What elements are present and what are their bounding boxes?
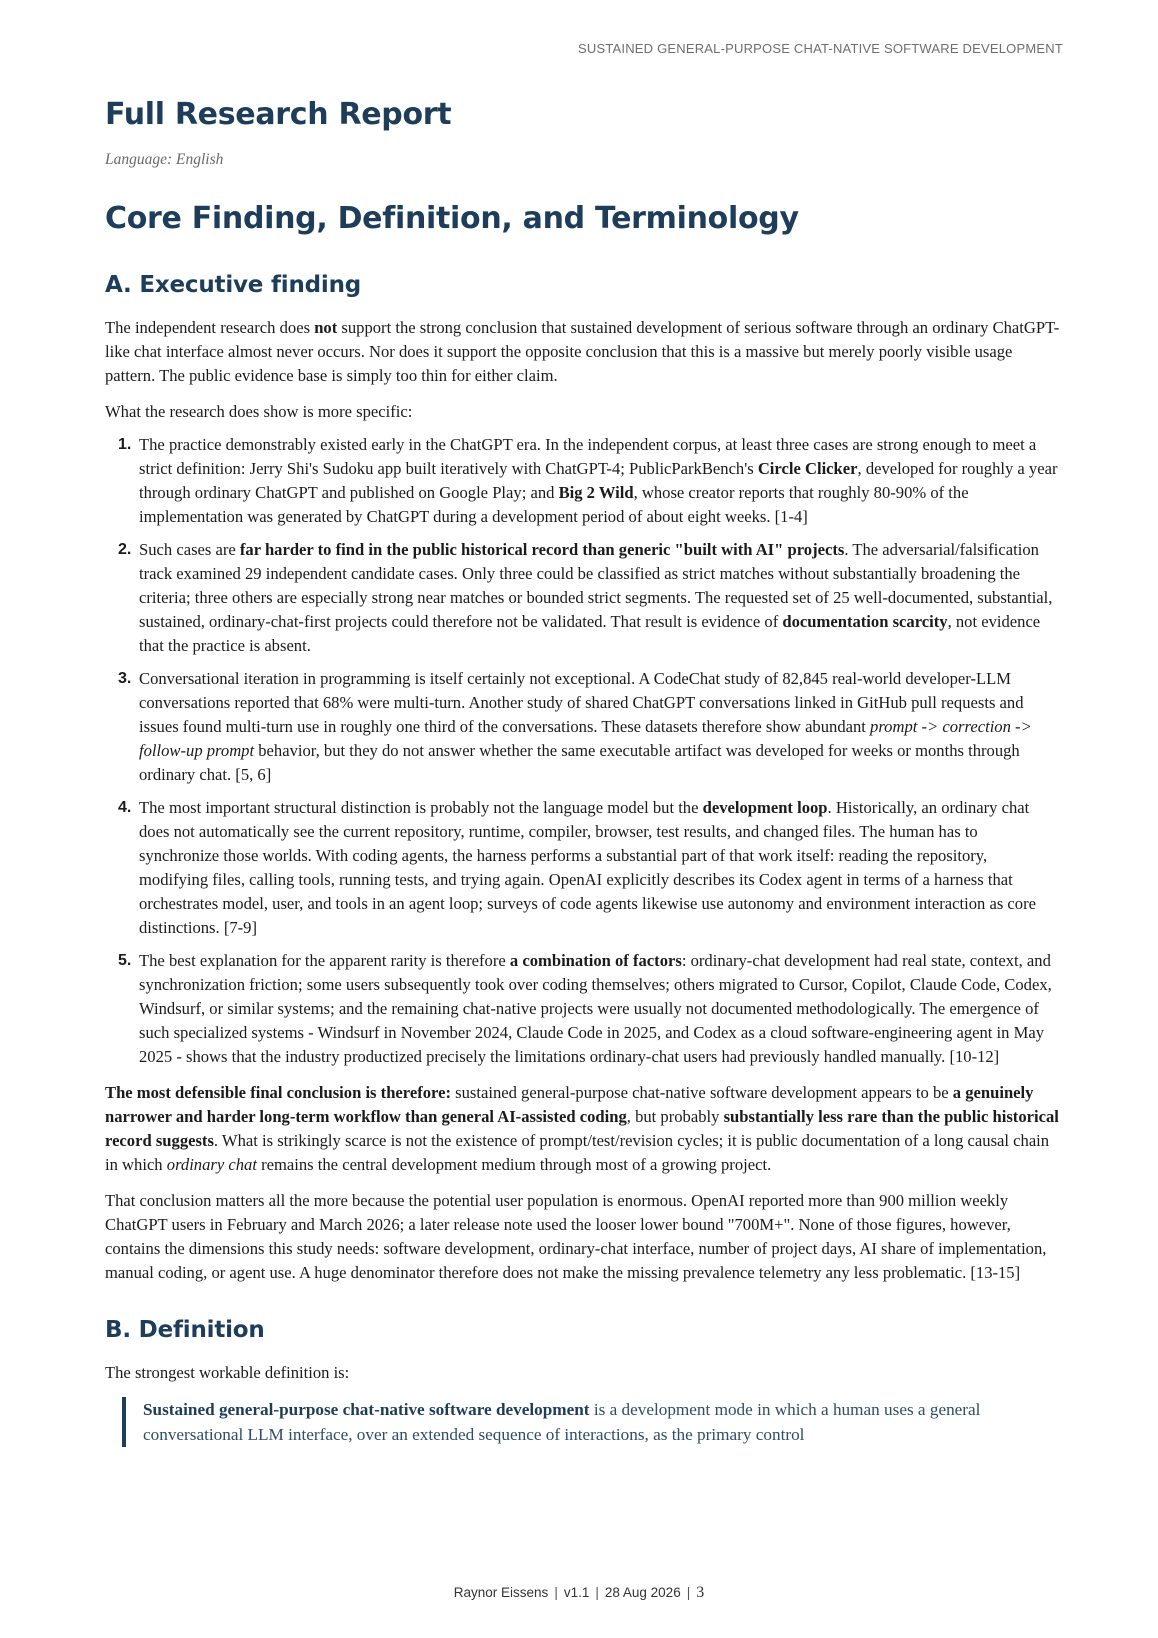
definition-heading: B. Definition [105,1317,265,1343]
finding-number: 1. [118,436,132,453]
finding-item: 2. Such cases are far harder to find in the public historical record than generic "built with AI" projects. The adversarial/falsification track examined 29 independent candidate cases. Only three could be classified as strict matches without substantially broadening the criteria; three others are especially strong near matches or bounded strict segments. The requested set of 25 well-documented, substantial, sustained, ordinary-chat-first projects could therefore not be validated. That result is evidence of documentation scarcity, not evidence that the practice is absent. [118,540,1053,655]
executive-paragraph-1: The independent research does not support the strong conclusion that sustained development of serious software through an ordinary ChatGPT-like chat interface almost never occurs. Nor does it support the opposite conclusion that this is a massive but merely poorly visible usage pattern. The public evidence base is simply too thin for either claim. [105,318,1060,385]
page-number: 3 [696,1584,705,1601]
language-note: Language: English [105,151,224,168]
findings-list [105,433,1060,1069]
finding-item: 4. The most important structural distinction is probably not the language model but the development loop. Historically, an ordinary chat does not automatically see the current repository, runtime, compiler, browser, test results, and changed files. The human has to synchronize those worlds. With coding agents, the harness performs a substantial part of that work itself: reading the repository, modifying files, calling tools, running tests, and trying again. OpenAI explicitly describes its Codex agent in terms of a harness that orchestrates model, user, and tools in an agent loop; surveys of code agents likewise use autonomy and environment interaction as core distinctions. [7-9] [118,798,1036,937]
executive-finding-heading: A. Executive finding [105,272,362,298]
user-population-paragraph: That conclusion matters all the more because the potential user population is enormous. OpenAI reported more than 900 million weekly ChatGPT users in February and March 2026; a later release note used the looser lower bound "700M+". None of those figures, however, contains the dimensions this study needs: software development, ordinary-chat interface, number of project days, AI share of implementation, manual coding, or agent use. A huge denominator therefore does not make the missing prevalence telemetry any less problematic. [13-15] [105,1191,1047,1282]
executive-paragraph-2: What the research does show is more specific: [105,402,413,421]
section-title: Core Finding, Definition, and Terminology [105,201,799,236]
conclusion-paragraph: The most defensible final conclusion is therefore: sustained general-purpose chat-native software development appears to be a genuinely narrower and harder long-term workflow than general AI-assisted coding, but probably substantially less rare than the public historical record suggests. What is strikingly scarce is not the existence of prompt/test/revision cycles; it is public documentation of a long causal chain in which ordinary chat remains the central development medium through most of a growing project. [105,1083,1059,1174]
report-title: Full Research Report [105,97,452,132]
finding-number: 3. [118,670,132,687]
finding-number: 2. [118,541,132,558]
finding-item: 5. The best explanation for the apparent rarity is therefore a combination of factors: ordinary-chat development had real state, context, and synchronization friction; some users subsequently took over coding themselves; others migrated to Cursor, Copilot, Claude Code, Codex, Windsurf, or similar systems; and the remaining chat-native projects were usually not documented methodologically. The emergence of such specialized systems - Windsurf in November 2024, Claude Code in 2025, and Codex as a cloud software-engineering agent in May 2025 - shows that the industry productized precisely the limitations ordinary-chat users had previously handled manually. [10-12] [118,951,1052,1066]
finding-item: 3. Conversational iteration in programming is itself certainly not exceptional. A CodeChat study of 82,845 real-world developer-LLM conversations reported that 68% were multi-turn. Another study of shared ChatGPT conversations linked in GitHub pull requests and issues found multi-turn use in roughly one third of the conversations. These datasets therefore show abundant prompt -> correction -> follow-up prompt behavior, but they do not answer whether the same executable artifact was developed for weeks or months through ordinary chat. [5, 6] [118,669,1032,784]
report-content [105,92,1060,1447]
footer-author: Raynor Eissens [453,1585,549,1600]
finding-number: 4. [118,799,132,816]
footer-version: v1.1 [563,1585,590,1600]
definition-intro: The strongest workable definition is: [105,1363,350,1382]
finding-item: 1. The practice demonstrably existed early in the ChatGPT era. In the independent corpus, at least three cases are strong enough to meet a strict definition: Jerry Shi's Sudoku app built iteratively with ChatGPT-4; PublicParkBench's Circle Clicker, developed for roughly a year through ordinary ChatGPT and published on Google Play; and Big 2 Wild, whose creator reports that roughly 80-90% of the implementation was generated by ChatGPT during a development period of about eight weeks. [1-4] [118,435,1058,526]
definition-blockquote: Sustained general-purpose chat-native software development is a development mode in which a human uses a general conversational LLM interface, over an extended sequence of interactions, as the primary control [122,1397,1060,1447]
footer-date: 28 Aug 2026 [604,1585,681,1600]
page-footer: Raynor Eissens | v1.1 | 28 Aug 2026 | 3 [453,1584,705,1601]
finding-number: 5. [118,952,132,969]
running-header: SUSTAINED GENERAL-PURPOSE CHAT-NATIVE SOFTWARE DEVELOPMENT [578,41,1063,56]
